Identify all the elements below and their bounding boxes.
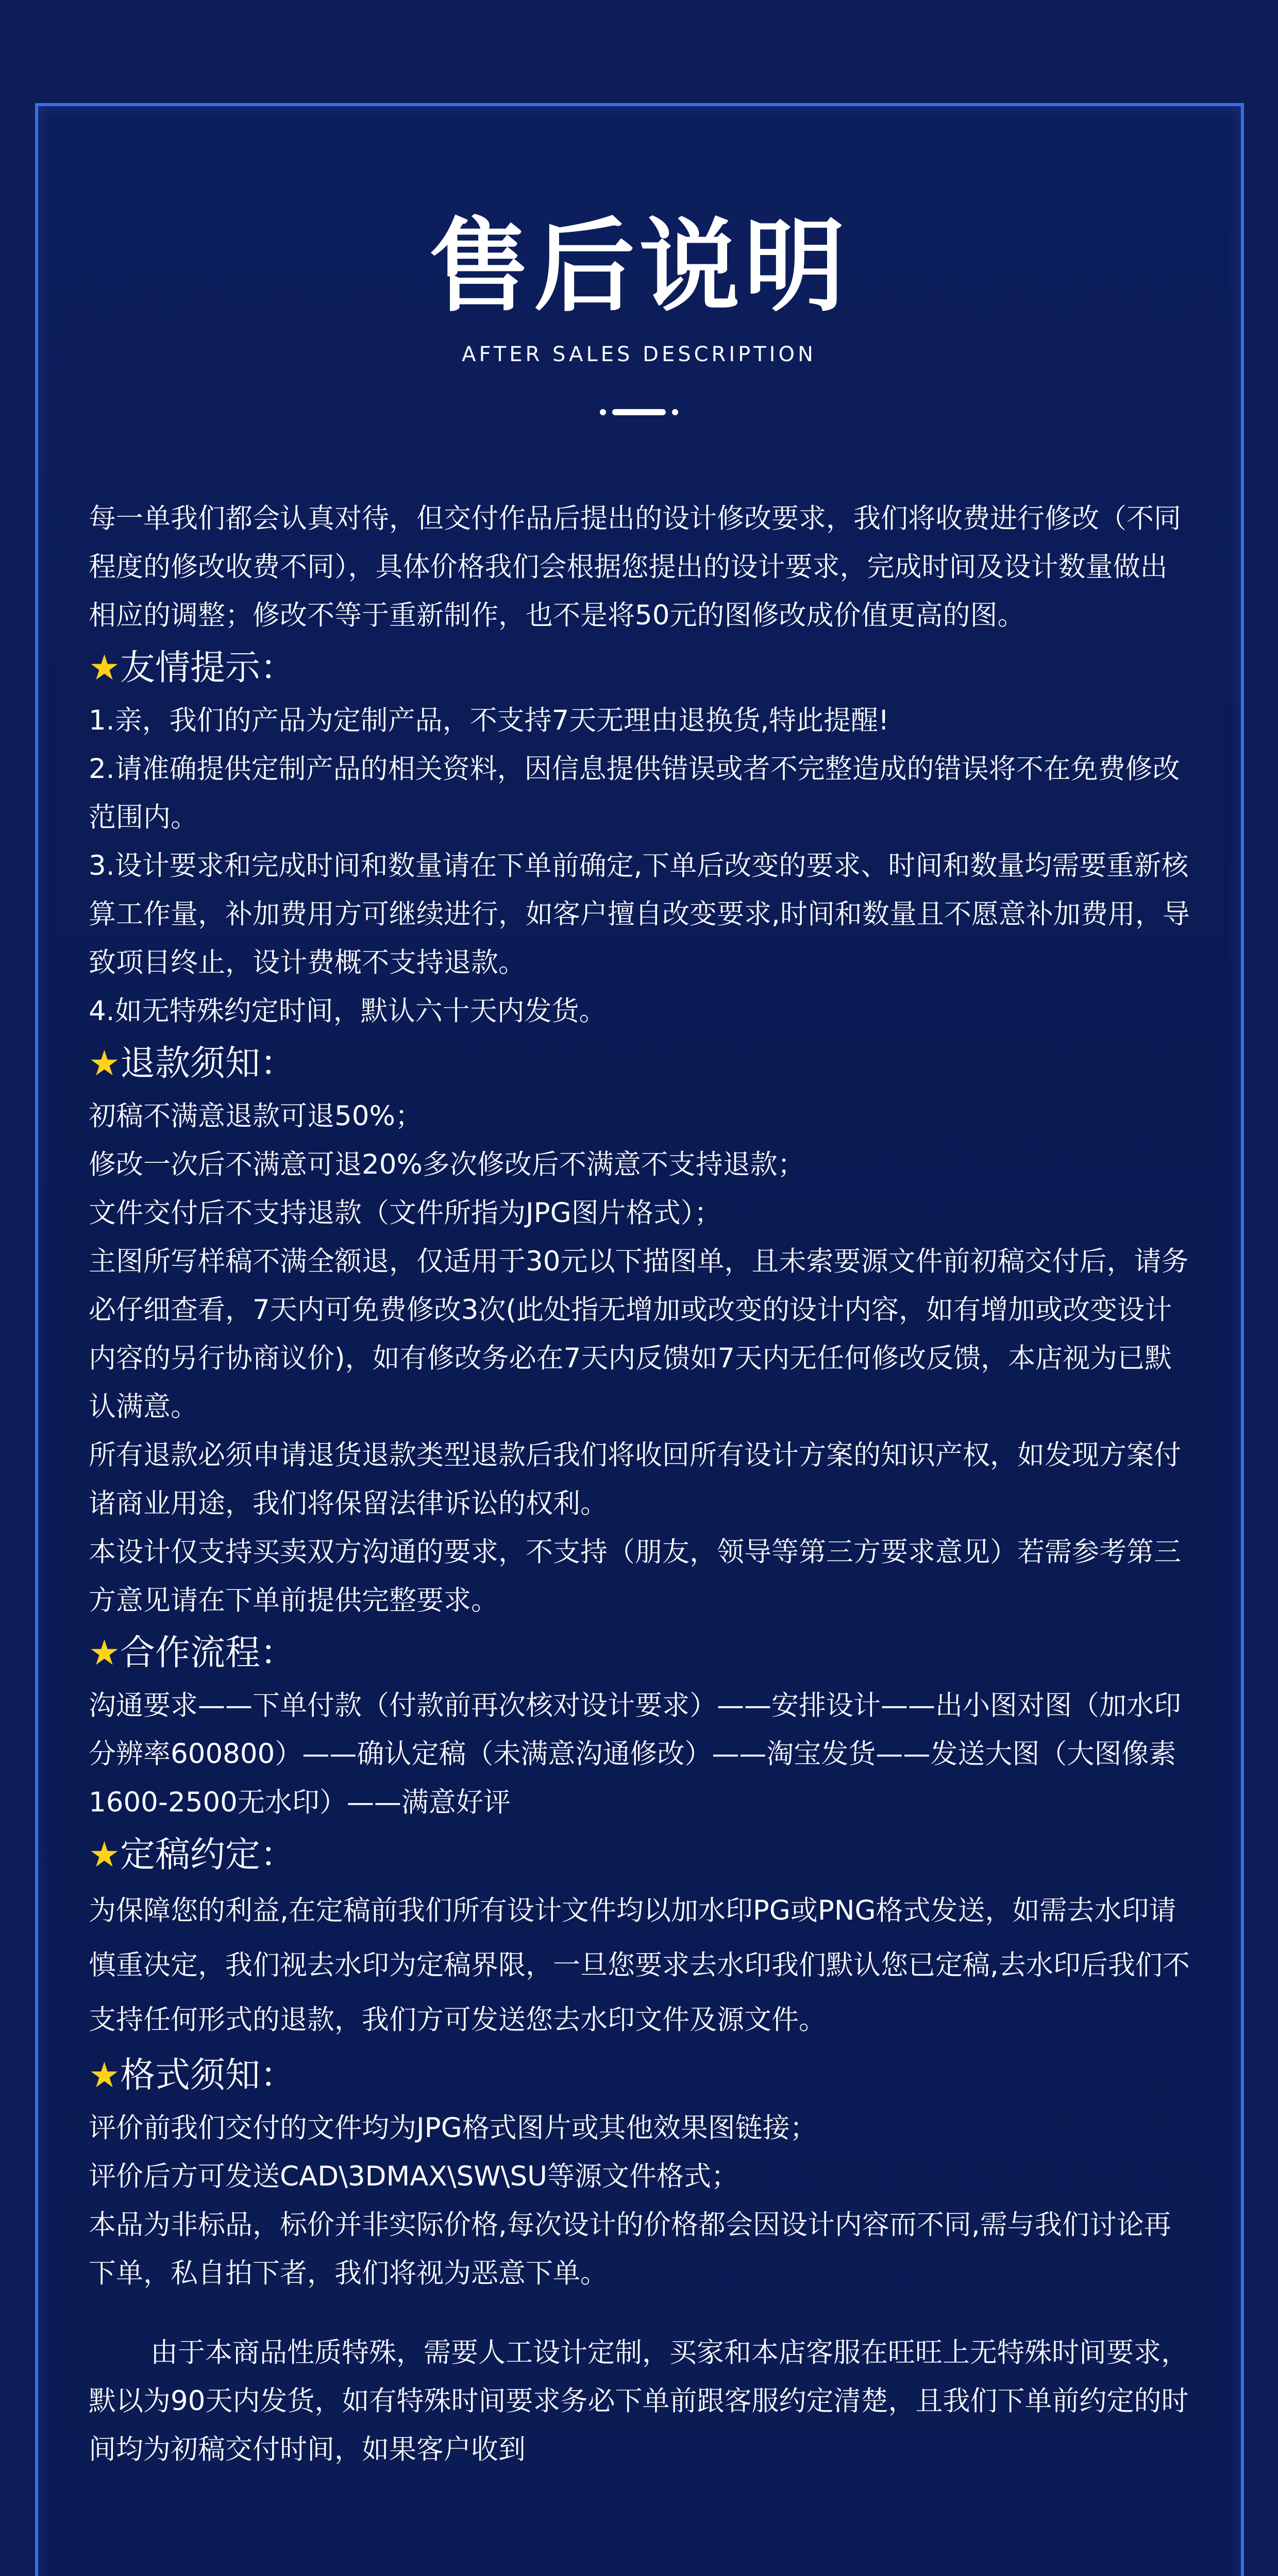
process-text: 沟通要求——下单付款（付款前再次核对设计要求）——安排设计——出小图对图（加水印分辨率600800）——确认定稿（未满意沟通修改）——淘宝发货——发送大图（大图像素 1600-2500无水印）——满意好评 bbox=[89, 1690, 1181, 1818]
star-icon: ★ bbox=[89, 1835, 120, 1875]
tips-item: 3.设计要求和完成时间和数量请在下单前确定,下单后改变的要求、时间和数量均需要重新核算工作量，补加费用方可继续进行，如客户擅自改变要求,时间和数量且不愿意补加费用，导致项目终止，设计费概不支持退款。 bbox=[89, 850, 1190, 978]
refund-heading-label: 退款须知： bbox=[120, 1043, 295, 1084]
intro-paragraph: 每一单我们都会认真对待，但交付作品后提出的设计修改要求，我们将收费进行修改（不同程度的修改收费不同），具体价格我们会根据您提出的设计要求，完成时间及设计数量做出相应的调整；修改不等于重新制作，也不是将50元的图修改成价值更高的图。 bbox=[89, 503, 1181, 631]
star-icon: ★ bbox=[89, 648, 120, 688]
divider-dot-right bbox=[672, 409, 678, 415]
star-icon: ★ bbox=[89, 2055, 120, 2096]
refund-heading bbox=[89, 1036, 1191, 1092]
format-item: 评价后方可发送CAD\3DMAX\SW\SU等源文件格式； bbox=[89, 2161, 738, 2192]
divider-bar bbox=[612, 409, 666, 415]
page-subtitle: AFTER SALES DESCRIPTION bbox=[462, 343, 816, 366]
title-divider bbox=[598, 406, 680, 418]
divider-dot-left bbox=[600, 409, 606, 415]
description-body bbox=[89, 495, 1191, 2474]
format-heading bbox=[89, 2047, 1191, 2104]
page-title: 售后说明 bbox=[428, 208, 849, 326]
tips-heading bbox=[89, 640, 1191, 697]
tips-item: 4.如无特殊约定时间，默认六十天内发货。 bbox=[89, 995, 607, 1027]
format-item: 本品为非标品，标价并非实际价格,每次设计的价格都会因设计内容而不同,需与我们讨论再下单，私自拍下者，我们将视为恶意下单。 bbox=[89, 2209, 1171, 2289]
final-text: 为保障您的利益,在定稿前我们所有设计文件均以加水印PG或PNG格式发送，如需去水印请慎重决定，我们视去水印为定稿界限，一旦您要求去水印我们默认您已定稿,去水印后我们不支持任何形式的退款，我们方可发送您去水印文件及源文件。 bbox=[89, 1895, 1190, 2036]
section-spacer bbox=[89, 2298, 1191, 2329]
tips-item: 2.请准确提供定制产品的相关资料，因信息提供错误或者不完整造成的错误将不在免费修改范围内。 bbox=[89, 753, 1180, 833]
tips-item: 1.亲，我们的产品为定制产品，不支持7天无理由退换货,特此提醒! bbox=[89, 705, 889, 736]
refund-item: 初稿不满意退款可退50%； bbox=[89, 1100, 423, 1132]
final-heading bbox=[89, 1827, 1191, 1884]
format-item: 评价前我们交付的文件均为JPG格式图片或其他效果图链接； bbox=[89, 2112, 817, 2144]
refund-item: 本设计仅支持买卖双方沟通的要求，不支持（朋友，领导等第三方要求意见）若需参考第三方意见请在下单前提供完整要求。 bbox=[89, 1536, 1181, 1616]
refund-item: 文件交付后不支持退款（文件所指为JPG图片格式）； bbox=[89, 1197, 722, 1229]
star-icon: ★ bbox=[89, 1043, 120, 1084]
refund-item: 所有退款必须申请退货退款类型退款后我们将收回所有设计方案的知识产权，如发现方案付诸商业用途，我们将保留法律诉讼的权利。 bbox=[89, 1439, 1181, 1519]
refund-item: 主图所写样稿不满全额退，仅适用于30元以下描图单，且未索要源文件前初稿交付后，请务必仔细查看，7天内可免费修改3次(此处指无增加或改变的设计内容，如有增加或改变设计内容的另行协商议价)，如有修改务必在7天内反馈如7天内无任何修改反馈，本店视为已默认满意。 bbox=[89, 1246, 1189, 1422]
star-icon: ★ bbox=[89, 1633, 120, 1673]
refund-item: 修改一次后不满意可退20%多次修改后不满意不支持退款； bbox=[89, 1149, 805, 1180]
format-heading-label: 格式须知： bbox=[120, 2055, 295, 2096]
closing-paragraph: 由于本商品性质特殊，需要人工设计定制，买家和本店客服在旺旺上无特殊时间要求，默以为90天内发货，如有特殊时间要求务必下单前跟客服约定清楚，且我们下单前约定的时间均为初稿交付时间，如果客户收到 bbox=[89, 2337, 1189, 2465]
final-heading-label: 定稿约定： bbox=[120, 1835, 295, 1875]
process-heading-label: 合作流程： bbox=[120, 1633, 295, 1673]
tips-heading-label: 友情提示： bbox=[120, 648, 295, 688]
process-heading bbox=[89, 1625, 1191, 1682]
